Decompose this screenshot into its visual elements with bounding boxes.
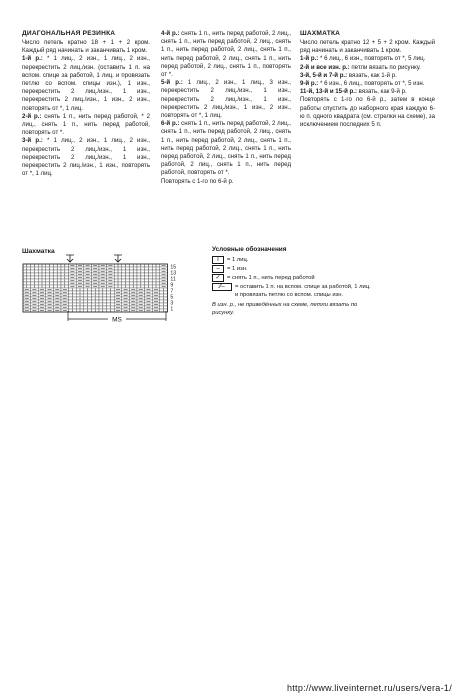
- row-number: 3: [170, 300, 174, 307]
- row-instruction: 9-й р.: * 6 изн., 6 лиц., повторять от *, 5 изн.: [300, 80, 425, 88]
- column-diagonal-rib: [22, 30, 150, 178]
- chart-grid: [23, 264, 167, 312]
- arrow-down-icon: [114, 255, 122, 262]
- arrow-down-icon: [66, 255, 74, 262]
- row-instruction: 11-й, 13-й и 15-й р.: вязать, как 9-й р.: [300, 88, 407, 96]
- row-number: 15: [170, 264, 177, 271]
- row-instruction: 1-й р.: * 1 лиц., 2 изн., 1 лиц., 2 изн., перекрестить 2 лиц./изн. (оставить 1 п. на вспом. спице за работой, 1 лиц. и провязать петлю со вспом. спицы изн.), 1 изн., перекрестить 2 лиц./изн., 1 изн., перекрестить 2 лиц./изн., 1 изн., 2 изн., повторять от *, 1 лиц.: [22, 55, 150, 112]
- intro-text: Число петель кратно 12 + 5 + 2 кром. Каждый ряд начинать и заканчивать 1 кром.: [300, 39, 435, 55]
- row-number: 9: [170, 282, 174, 289]
- row-instruction: 3-й, 5-й и 7-й р.: вязать, как 1-й р.: [300, 71, 397, 79]
- knitting-chart: [20, 253, 195, 328]
- column-diagonal-rib-continued: [161, 30, 291, 186]
- row-instruction: 6-й р.: снять 1 п., нить перед работой, 2 лиц., снять 1 п., нить перед работой, 2 лиц., снять 1 п., нить перед работой, 2 лиц., снять 1 п., нить перед работой, 2 лиц., снять 1 п., нить перед работой, 2 лиц., снять 1 п., нить перед работой, 2 лиц., снять 1 п., нить перед работой, повторять от *.: [161, 120, 291, 177]
- intro-text: Число петель кратно 18 + 1 + 2 кром. Каждый ряд начинать и заканчивать 1 кром.: [22, 39, 150, 55]
- row-instruction: 5-й р.: 1 лиц., 2 изн., 1 лиц., 3 изн., перекрестить 2 лиц./изн., 1 изн., перекрестить 2 лиц./изн., 1 изн., перекрестить 2 лиц./изн., 1 изн., 2 изн., повторять от *, 1 лиц.: [161, 79, 291, 120]
- section-heading-diagonal-rib: ДИАГОНАЛЬНАЯ РЕЗИНКА: [22, 30, 116, 37]
- legend: [212, 246, 372, 317]
- row-instruction: 2-й и все изн. р.: петли вязать по рисунку.: [300, 63, 421, 71]
- section-heading-checkerboard: ШАХМАТКА: [300, 30, 341, 37]
- row-number: 13: [170, 270, 177, 277]
- cross-stitch-icon: ⁄⁄–: [212, 283, 232, 291]
- legend-note: В изн. р., не приведённых на схеме, петли вязать по рисунку.: [212, 302, 358, 316]
- row-number: 1: [170, 306, 174, 313]
- chart-title: Шахматка: [22, 248, 55, 255]
- row-instruction: 3-й р.: * 1 лиц., 2 изн., 1 лиц., 2 изн., перекрестить 2 лиц./изн., 1 изн., перекрестить 2 лиц./изн., 1 изн., перекрестить 2 лиц./изн., 1 изн., повторять от *, 1 лиц.: [22, 137, 150, 178]
- repeat-instruction: Повторять с 1-го по 6-й р., затем в конце работы спустить до наборного края каждую 6-ю п. одного квадрата (см. стрелки на схеме), за исключением последних 5 п.: [300, 96, 435, 129]
- slip-stitch-icon: ✓: [212, 274, 224, 282]
- legend-item-purl: – = 1 изн.: [212, 265, 372, 273]
- row-number: 11: [170, 276, 176, 283]
- row-number-labels: [170, 265, 176, 313]
- knit-symbol-icon: I: [212, 256, 224, 264]
- row-number: 5: [170, 294, 174, 301]
- repeat-instruction: Повторять с 1-го по 6-й р.: [161, 177, 234, 185]
- legend-item-cross: ⁄⁄– = оставить 1 п. на вспом. спице за работой, 1 лиц. и провязать петлю со вспом. спицы изн.: [212, 283, 372, 299]
- ms-bracket: [68, 311, 166, 324]
- legend-item-knit: I = 1 лиц.: [212, 256, 372, 264]
- source-url: http://www.liveinternet.ru/users/vera-1/: [286, 683, 452, 693]
- column-checkerboard: [300, 30, 435, 129]
- purl-symbol-icon: –: [212, 265, 224, 273]
- row-number: 7: [170, 288, 174, 295]
- chart-arrows: [66, 255, 122, 262]
- ms-label: MS: [112, 316, 122, 324]
- row-instruction: 1-й р.: * 6 лиц., 6 изн., повторять от *, 5 лиц.: [300, 55, 426, 63]
- legend-item-slip: ✓ = снять 1 п., нить перед работой: [212, 274, 372, 282]
- row-instruction: 2-й р.: снять 1 п., нить перед работой, * 2 лиц., снять 1 п., нить перед работой, повторять от *.: [22, 112, 150, 137]
- row-instruction: 4-й р.: снять 1 п., нить перед работой, 2 лиц., снять 1 п., нить перед работой, 2 лиц., снять 1 п., нить перед работой, 2 лиц., снять 1 п., нить перед работой, 2 лиц., снять 1 п., нить перед работой, 2 лиц., снять 1 п., повторять от *.: [161, 30, 291, 79]
- legend-title: Условные обозначения: [212, 246, 287, 253]
